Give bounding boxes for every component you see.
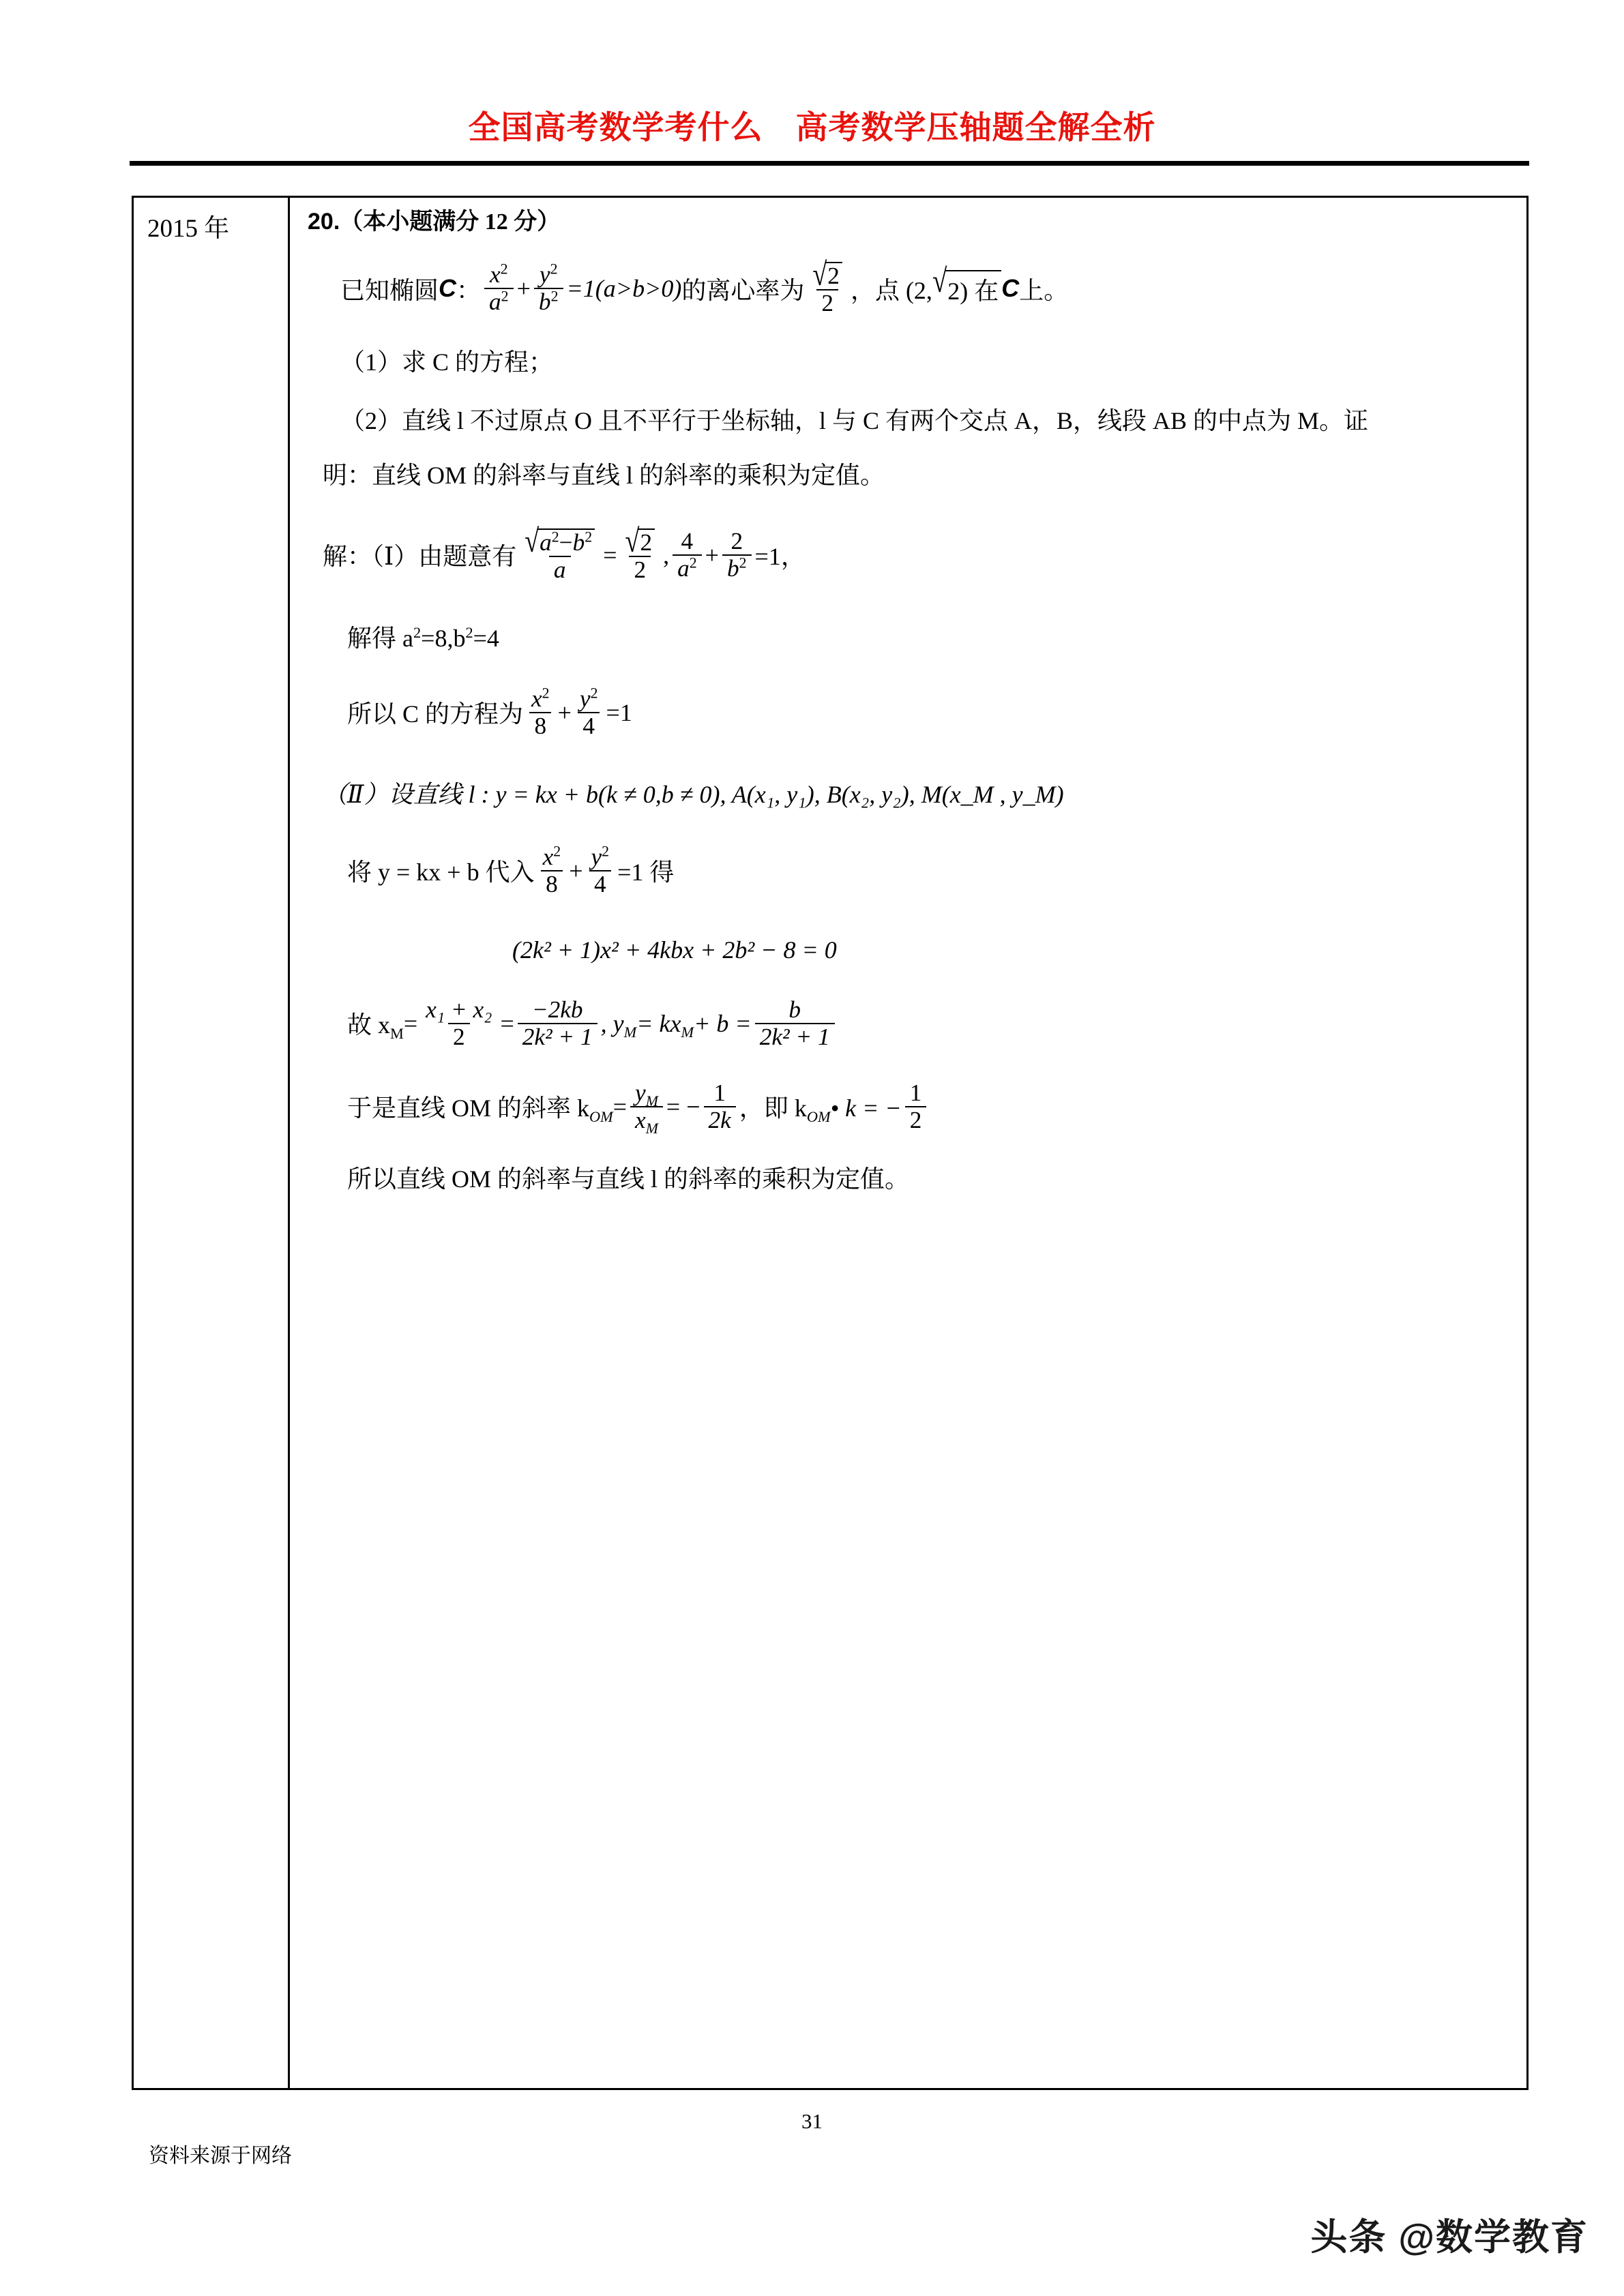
sol1-r2-num: 2 [638, 528, 655, 555]
stem-point-prefix: ，点 (2, [850, 276, 932, 304]
ellipse-y-numerator: y [539, 261, 550, 288]
sol1-f2-num: 2 [730, 527, 743, 554]
sol8-mid-text: ，即 k [739, 1094, 807, 1122]
sol8-eq1: = [612, 1092, 628, 1120]
ellipse-term-y: $\frac{y^2}{b^2}$ [534, 263, 563, 314]
sol5-term-x: $\frac{x^2}{8}$ [538, 845, 566, 897]
sol7-prefix [347, 1006, 404, 1041]
solution-line-8 [308, 1079, 1511, 1137]
sol7-text: 故 x [347, 1011, 391, 1039]
sol8-frac-1-2k [704, 1081, 736, 1133]
sol1-frac-2-b2: $\frac{2}{b^2}$ [722, 529, 752, 581]
sol1-f1-num: 4 [681, 527, 694, 554]
page-header [0, 102, 1624, 148]
sol8-mid [739, 1089, 902, 1124]
sol8-f2-num: 1 [713, 1079, 726, 1106]
problem-stem-line [308, 257, 1511, 317]
sol5-x: x [542, 843, 554, 870]
eccentricity-numerator: 2 [825, 262, 842, 288]
sol8-mid-text2: • k = − [830, 1094, 902, 1122]
solution-line-1 [308, 523, 1511, 583]
sol1-den-a: a [553, 556, 566, 583]
problem-body-column [290, 198, 1526, 2088]
ellipse-b-denominator: b [538, 288, 551, 316]
sol8-frac-yM-xM [630, 1079, 663, 1137]
exam-problem-table [132, 196, 1529, 2090]
sol5-tail: =1 得 [617, 859, 675, 886]
point-sqrt2: √ 2) 在 [932, 270, 1001, 307]
header-divider-rule [130, 161, 1529, 166]
sol5-term-y: $\frac{y^2}{4}$ [587, 845, 615, 897]
solution-1-prefix: 解：（Ⅰ）由题意有 [323, 543, 517, 571]
sol8-text: 于是直线 OM 的斜率 k [347, 1094, 590, 1122]
ellipse-plus: + [516, 275, 531, 303]
sol7-frac-2kb [518, 998, 597, 1049]
sol7-f2-num: −2kb [531, 996, 583, 1023]
sol5-4: 4 [589, 870, 611, 897]
stem-point-curve: C [1001, 274, 1020, 303]
sol1-comma: , [663, 541, 670, 569]
year-column [134, 198, 290, 2088]
point-sqrt2-body: 2) 在 [947, 278, 999, 305]
sol3-term-x: $\frac{x^2}{8}$ [527, 687, 555, 739]
sol1-equals: = [603, 541, 617, 569]
solution-line-7 [308, 998, 1511, 1049]
sol1-plus: + [705, 541, 719, 569]
sol8-prefix [347, 1089, 613, 1124]
problem-marks-note: （本小题满分 12 分） [340, 209, 561, 235]
sol8-sub-OM: OM [589, 1108, 613, 1126]
sol3-8: 8 [529, 712, 551, 739]
sol2-text-a: 解得 a [347, 624, 413, 652]
sol1-a: a [540, 528, 552, 556]
solution-line-4: （Ⅱ）设直线 l : y = kx + b(k ≠ 0,b ≠ 0), A(x₁, y₁), B(x₂, y₂), M(x_M , y_M) [323, 780, 1064, 808]
solution-line-3 [308, 687, 1511, 739]
sol5-prefix: 将 y = kx + b 代入 [347, 859, 535, 886]
sol5-y: y [591, 843, 602, 870]
sol7-eq1: = [403, 1009, 418, 1037]
sol8-y: y [635, 1079, 646, 1106]
problem-part-2-line-2: 明：直线 OM 的斜率与直线 l 的斜率的乘积为定值。 [323, 462, 885, 490]
sol7-f2-den: 2k² + 1 [518, 1023, 597, 1049]
sol7-sub-M: M [390, 1025, 404, 1043]
eccentricity-expression: √ $a^2-b^2$ a [520, 527, 600, 582]
sol3-prefix: 所以 C 的方程为 [347, 700, 524, 728]
sol3-x: x [531, 685, 542, 712]
sol5-8: 8 [541, 870, 563, 897]
solution-line-6-quadratic: (2k² + 1)x² + 4kbx + 2b² − 8 = 0 [512, 936, 837, 964]
sol7-mid-text2: = kx [636, 1009, 681, 1037]
sol8-f3-num: 1 [909, 1079, 922, 1106]
sol1-r2-den: 2 [629, 556, 651, 582]
sol1-tail: =1， [754, 543, 806, 571]
problem-part-2-line-1: （2）直线 l 不过原点 O 且不平行于坐标轴，l 与 C 有两个交点 A，B，线段 AB 的中点为 M。证 [340, 407, 1369, 435]
solution-line-5 [308, 842, 1511, 897]
sol8-frac-1-2 [905, 1081, 927, 1133]
sol3-4: 4 [578, 712, 600, 739]
sol7-eq2: = [500, 1009, 514, 1037]
eccentricity-denominator: 2 [816, 289, 838, 316]
ellipse-x-numerator: x [490, 261, 501, 288]
sol7-mid-text3: + b = [694, 1009, 752, 1037]
sol7-mid-text: , y [600, 1009, 624, 1037]
year-label: 2015 年 [147, 215, 230, 243]
stem-curve-name: C [439, 274, 457, 303]
problem-number-line [308, 210, 1511, 234]
solution-line-9-conclusion: 所以直线 OM 的斜率与直线 l 的斜率的乘积为定值。 [347, 1165, 910, 1193]
problem-number: 20. [308, 209, 340, 235]
sol7-f3-num: b [788, 996, 801, 1023]
sol5-plus: + [569, 856, 583, 884]
sol7-frac-sum [421, 998, 497, 1049]
sol2-text-c: =4 [473, 624, 499, 652]
sol3-plus: + [557, 698, 572, 726]
stem-mid-text: 的离心率为 [681, 276, 805, 304]
sol8-y-sub: M [645, 1092, 658, 1109]
page-number: 31 [801, 2109, 823, 2133]
sol1-f2-den: b [726, 554, 739, 582]
sol8-x-sub: M [645, 1120, 658, 1137]
ellipse-equals-condition: =1(a>b>0) [566, 275, 682, 303]
sol1-root2-half: √ 2 2 [621, 527, 660, 582]
sol3-term-y: $\frac{y^2}{4}$ [575, 687, 603, 739]
sol1-b: b [572, 528, 585, 556]
sol3-y: y [579, 685, 591, 712]
sol2-text-b: =8,b [421, 624, 466, 652]
problem-part-1: （1）求 C 的方程； [340, 348, 554, 376]
ellipse-term-x: $\frac{x^2}{a^2}$ [484, 263, 514, 314]
eccentricity-fraction: √ 2 2 [808, 261, 847, 316]
sol7-sub-M3: M [681, 1023, 694, 1041]
sol8-f3-den: 2 [905, 1106, 927, 1133]
solution-line-2 [308, 619, 1511, 654]
sol7-mid [600, 1009, 752, 1041]
source-note: 资料来源于网络 [149, 2145, 292, 2167]
sol1-f1-den: a [677, 554, 690, 582]
sol8-x: x [635, 1106, 646, 1133]
watermark-label: 头条 @数学教育 [1310, 2217, 1589, 2258]
stem-prefix: 已知椭圆 [340, 276, 439, 304]
page-header-title: 全国高考数学考什么 高考数学压轴题全解全析 [468, 109, 1156, 145]
sol7-f1-num: x₁ + x₂ [426, 996, 492, 1023]
sol8-eq2: = − [666, 1092, 700, 1120]
sol8-f2-den: 2k [704, 1106, 736, 1133]
sol7-sub-M2: M [623, 1023, 637, 1041]
ellipse-a-denominator: a [489, 288, 501, 316]
sol2-prefix: 解得 $a^2=8,b^2=4$ [347, 623, 499, 652]
sol7-f3-den: 2k² + 1 [755, 1023, 835, 1049]
stem-point-suffix: 上。 [1019, 276, 1069, 304]
sol7-frac-b [755, 998, 835, 1049]
stem-colon: ： [456, 276, 482, 304]
sol3-tail: =1 [606, 698, 632, 726]
sol8-sub-OM2: OM [806, 1108, 831, 1126]
sol7-f1-den: 2 [448, 1023, 470, 1049]
sol1-frac-4-a2: $\frac{4}{a^2}$ [673, 529, 702, 581]
